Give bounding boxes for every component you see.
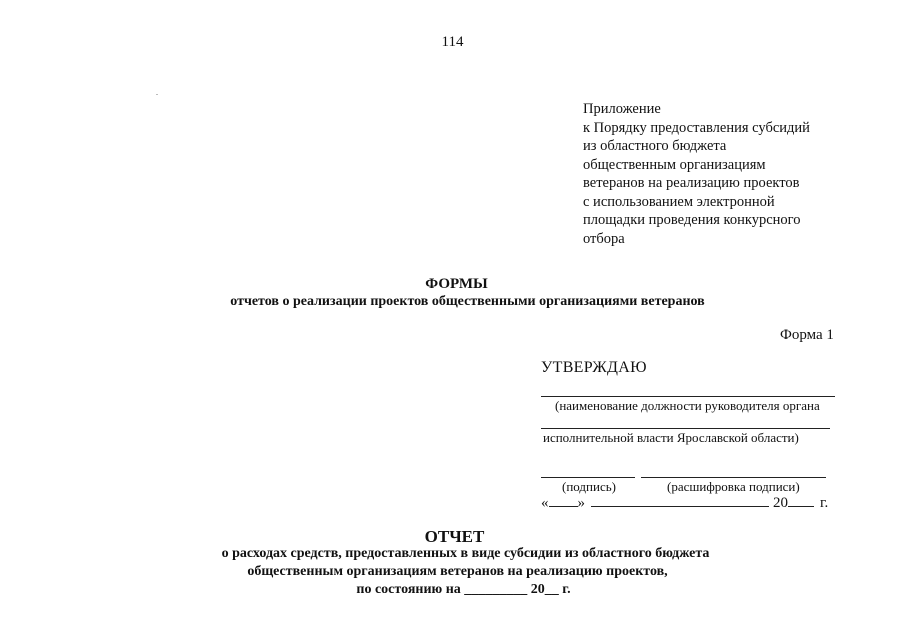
appendix-block [583,100,810,248]
report-title: ОТЧЕТ [424,527,485,546]
year-blank [788,494,814,507]
date-year-suffix: г. [820,495,829,511]
appendix-line: общественным организациям [583,156,766,173]
appendix-line: к Порядку предоставления субсидий [583,119,810,136]
signature-hint: (подпись) [562,479,616,494]
appendix-line: отбора [583,230,625,247]
appendix-line: площадки проведения конкурсного [583,212,801,228]
appendix-line: из областного бюджета [583,138,727,154]
date-year-prefix: 20 [773,495,788,511]
appendix-line: с использованием электронной [583,193,775,210]
scan-speck [156,94,158,95]
forms-title: ФОРМЫ [425,276,488,292]
appendix-line: Приложение [583,101,661,117]
signature-line [541,477,635,478]
approval-date-row [541,494,828,512]
forms-subtitle: отчетов о реализации проектов общественными организациями ветеранов [230,294,705,309]
date-open-quote: « [541,495,549,511]
form-number-label: Форма 1 [780,327,834,343]
report-subtitle-line-1: о расходах средств, предоставленных в виде субсидии из областного бюджета [221,546,710,561]
month-blank [591,494,769,507]
report-subtitle-line-3: по состоянию на _________ 20__ г. [356,582,571,597]
approval-heading: УТВЕРЖДАЮ [541,359,647,376]
page-number: 114 [441,34,464,50]
report-subtitle-line-2: общественным организациям ветеранов на реализацию проектов, [247,564,668,579]
signature-decoding-line [641,477,826,478]
appendix-line: ветеранов на реализацию проектов [583,175,800,191]
signature-decoding-hint: (расшифровка подписи) [667,479,800,494]
authority-name-line [541,428,830,429]
position-hint: (наименование должности руководителя органа [555,398,820,413]
day-blank [549,494,578,507]
authority-hint: исполнительной власти Ярославской области) [543,430,799,445]
position-name-line [541,396,835,397]
date-close-quote: » [577,495,585,511]
